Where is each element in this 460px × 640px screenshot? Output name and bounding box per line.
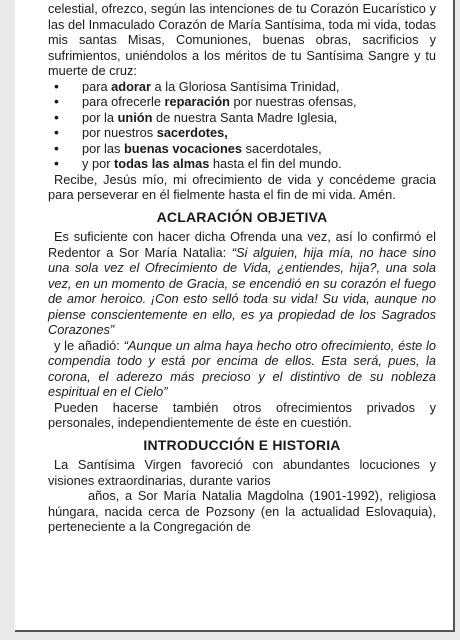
page-content bbox=[48, 1, 436, 535]
list-item: • por la unión de nuestra Santa Madre Iglesia, bbox=[54, 108, 338, 125]
clarification-note: Pueden hacerse también otros ofrecimientos privados y personales, independientemente de éste en cuestión. bbox=[48, 399, 436, 430]
bullet-icon: • bbox=[54, 124, 59, 140]
bullet-icon: • bbox=[54, 155, 59, 171]
bullet-icon: • bbox=[54, 93, 59, 109]
list-item: • para adorar a la Gloriosa Santísima Trinidad, bbox=[54, 77, 340, 94]
section-heading: ACLARACIÓN OBJETIVA bbox=[156, 208, 328, 225]
bullet-icon: • bbox=[54, 77, 59, 94]
bullet-icon: • bbox=[54, 139, 59, 156]
opening-paragraph: celestial, ofrezco, según las intenciones de tu Corazón Eucarístico y las del Inmaculado Corazón de María Santísima, toda mi vida, todas mis santas Misas, Comuniones, buenas obras, sacrificios y sufrimientos, uniéndolos a los méritos de tu Santísima Sangre y tu muerte de cruz: bbox=[48, 1, 436, 78]
list-item: • y por todas las almas hasta el fin del mundo. bbox=[54, 155, 342, 171]
list-item: • por las buenas vocaciones sacerdotales, bbox=[54, 139, 322, 156]
history-paragraph-continued: años, a Sor María Natalia Magdolna (1901-1992), religiosa húngara, nacida cerca de Pozsony (en la actualidad Eslovaquia), perteneciente a la Congregación de bbox=[48, 488, 436, 534]
clarification-paragraph: Es suficiente con hacer dicha Ofrenda una vez, así lo confirmó el Redentor a Sor María Natalia: “Si alguien, hija mía, no hace sino una sola vez el Ofrecimiento de Vida, ¿entiendes, hija?, una sola vez, en un momento de Gracia, se encendió en su corazón el fuego de amor heroico. ¡Con esto selló toda su vida! Su vida, aunque no piense conscientemente en ello, es ya propiedad de los Sagrados Corazones” bbox=[48, 229, 436, 337]
offering-list bbox=[48, 79, 436, 172]
closing-prayer: Recibe, Jesús mío, mi ofrecimiento de vida y concédeme gracia para perseverar en él fielmente hasta el fin de mi vida. Amén. bbox=[48, 171, 436, 202]
list-item: • por nuestros sacerdotes, bbox=[54, 124, 228, 140]
history-paragraph: La Santísima Virgen favoreció con abundantes locuciones y visiones extraordinarias, durante varios bbox=[48, 457, 436, 488]
section-heading: INTRODUCCIÓN E HISTORIA bbox=[143, 436, 341, 453]
clarification-quote-paragraph: y le añadió: “Aunque un alma haya hecho otro ofrecimiento, éste lo compendia todo y está por encima de ellos. Esta será, pues, la corona, el aderezo más precioso y el distintivo de su nobleza espiritual en el Cielo” bbox=[48, 337, 436, 399]
document-page bbox=[15, 0, 455, 632]
bullet-icon: • bbox=[54, 108, 59, 125]
list-item: • para ofrecerle reparación por nuestras ofensas, bbox=[54, 93, 357, 109]
